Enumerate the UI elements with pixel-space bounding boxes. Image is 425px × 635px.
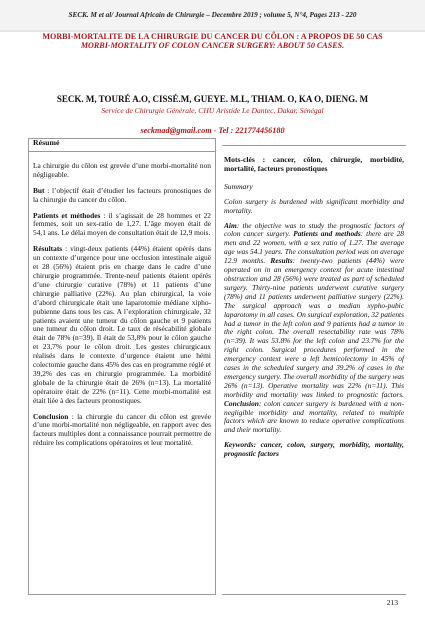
title-block (20, 32, 405, 50)
running-head: SECK. M et al/ Journal Africain de Chirurgie – Decembre 2019 ; volume 5, N°4, Pages 213 - 220 (0, 0, 425, 32)
keywords-french: Mots-clés : cancer, côlon, chirurgie, morbidité, mortalité, facteurs pronostiques (224, 155, 404, 173)
but-label: But (33, 185, 45, 195)
summary-methods-label: Patients and methods (293, 229, 361, 239)
summary-results-label: Results (270, 256, 293, 266)
but-text: : l’objectif était d’étudier les facteurs pronostiques de la chirurgie du cancer du côlon. (33, 185, 211, 204)
page-number: 213 (386, 598, 398, 607)
methods-label: Patients et méthodes (33, 210, 101, 220)
affiliation: Service de Chirurgie Générale, CHU Aristide Le Dantec, Dakar, Sénégal (101, 106, 324, 115)
resume-but (33, 187, 211, 205)
summary-body (224, 222, 404, 436)
summary-methods-text: : there are 28 men and 22 women, with a sex ratio of 1.27. The average age was 54.1 years. The consultation period was on average 12.9 months. (224, 229, 404, 266)
keywords-english: Keywords: cancer, colon, surgery, morbidity, mortality, prognostic factors (224, 440, 404, 459)
summary-conclusion-text: : colon cancer surgery is burdened with a non-negligible morbidity and mortality, related to multiple factors which are known to reduce operative complications and their mortality. (224, 398, 404, 435)
summary-heading: Summary (224, 181, 253, 191)
summary-intro: Colon surgery is burdened with significant morbidity and mortality. (224, 196, 404, 215)
summary-results-text: : twenty-two patients (44%) were operated on in an emergency context for acute intestinal obstruction and 28 (56%) were treated as part of scheduled surgery. Thirty-nine patients underwent curative surgery (78%) and 11 patients underwent palliative surgery (22%). The surgical approach was a median xypho-pubic laparotomy in all cases. On surgical exploration, 32 patients had a tumor in the left colon and 9 patients had a tumor in the right colon. The overall resectability rate was 78% (n=39). It was 53.8% for the left colon and 23.7% for the right colon. Surgical procedures performed in the emergency context were a left hemicolectomy in 45% of cases in the scheduled surgery and 39.2% of cases in the emergency surgery. The overall morbidity of the surgery was 26% (n=13). Operative mortality was 22% (n=11). This morbidity and mortality was linked to prognostic factors. (224, 256, 404, 399)
results-text: : vingt-deux patients (44%) étaient opérés dans un contexte d’urgence pour une occlusion intestinale aiguë et 28 (56%) étaient pris en charge dans le cadre d’une chirurgie programmée. Trente-neuf patients étaient opérés d’une chirurgie curative (78%) et 11 patients d’une chirurgie palliative (22%). Au plan chirurgical, la voie d’abord chirurgicale était une laparotomie médiane xipho-pubienne dans tous les cas. A l’exploration chirurgicale, 32 patients avaient une tumeur du côlon gauche et 9 patients une tumeur du côlon droit. Le taux de résécabilité globale était de 78% (n=39). Il était de 53,8% pour le côlon gauche et 23,7% pour le côlon droit. Les gestes chirurgicaux réalisés dans le contexte d’urgence étaient une hémi colectomie gauche dans 45% des cas en programme réglé et 39,2% des cas en chirurgie programmée. La morbidité globale de la chirurgie était de 26% (n=13). La mortalité opératoire était de 22% (n=11). Cette morbi-mortalité est était liée à des facteurs pronostiques. (33, 244, 211, 405)
conclusion-text: : la chirurgie du cancer du côlon est grevée d’une morbi-mortalité non négligeable, en rapport avec des facteurs multiples dont a connaissance pourrait permettre de réduire les complications opératoires et leur mortalité. (33, 411, 211, 448)
english-summary (224, 183, 404, 459)
summary-conclusion-label: Conclusion (224, 398, 259, 408)
aim-text: : the objective was to study the prognostic factors of colon cancer surgery. (224, 220, 404, 239)
resume-methods (33, 212, 211, 239)
aim-label: Aim (224, 220, 237, 230)
contact-line (0, 126, 425, 135)
email-link[interactable]: seckmad@gmail.com (140, 126, 212, 135)
resume-results (33, 245, 211, 405)
title-english: MORBI-MORTALITY OF COLON CANCER SURGERY: ABOUT 50 CASES. (80, 41, 345, 50)
resume-intro: La chirurgie du côlon est grevée d’une morbi-mortalité non négligeable. (33, 160, 211, 179)
title-french: MORBI-MORTALITE DE LA CHIRURGIE DU CANCER DU CÔLON : A PROPOS DE 50 CAS (42, 32, 383, 41)
resume-conclusion (33, 413, 211, 449)
results-label: Résultats (33, 244, 63, 254)
methods-text: : il s’agissait de 28 hommes et 22 femmes, soit un sex-ratio de 1,27. L’âge moyen était de 54,1 ans. Le délai moyen de consultation était de 12,9 mois. (33, 210, 211, 238)
resume-box (28, 138, 216, 595)
author-list: SECK. M, TOURÉ A.O, CISSÉ.M, GUEYE. M.L, THIAM. O, KA O, DIENG. M (56, 94, 369, 104)
resume-heading: Résumé (29, 139, 215, 152)
conclusion-label: Conclusion (33, 411, 69, 421)
summary-column (222, 145, 406, 595)
telephone: - Tel : 221774456180 (211, 126, 285, 135)
